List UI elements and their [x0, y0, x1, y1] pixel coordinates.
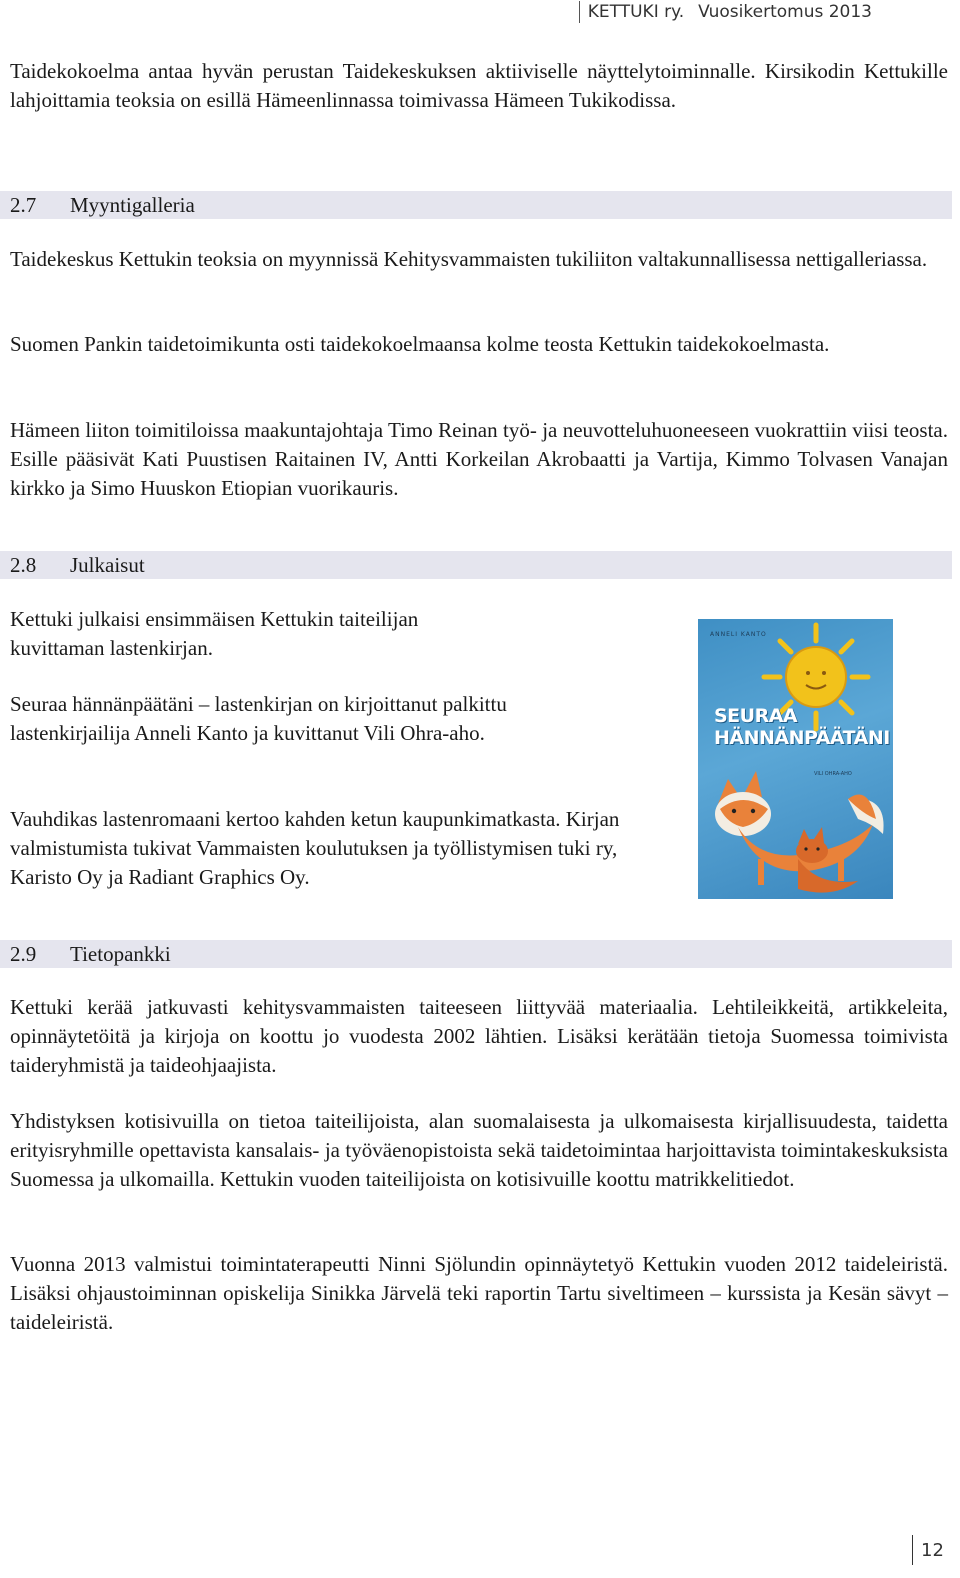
header-divider: [579, 1, 580, 23]
book-cover-illustration: [698, 619, 893, 899]
paragraph: Kettuki kerää jatkuvasti kehitysvammaisten taiteeseen liittyvää materiaalia. Lehtileikkeitä, artikkeleita, opinnäytetöitä ja kirjoja on koottu jo vuodesta 2002 lähtien. Lisäksi kerätään tietoja Suomessa toimivista taideryhmistä ja taideohjaajista.: [10, 995, 948, 1077]
page-number-divider: [912, 1535, 913, 1565]
intro-paragraph: Taidekokoelma antaa hyvän perustan Taidekeskuksen aktiiviselle näyttelytoiminnalle. Kirsikodin Kettukille lahjoittamia teoksia on esillä Hämeenlinnassa toimivassa Hämeen Tukikodissa.: [10, 59, 948, 112]
paragraph: Hämeen liiton toimitiloissa maakuntajohtaja Timo Reinan työ- ja neuvotteluhuoneeseen vuokrattiin viisi teosta. Esille pääsivät Kati Puustisen Raitainen IV, Antti Korkeilan Akrobaatti ja Vartija, Kimmo Tolvasen Vanajan kirkko ja Simo Huuskon Etiopian vuorikauris.: [10, 418, 948, 500]
paragraph: Kettuki julkaisi ensimmäisen Kettukin taiteilijan kuvittaman lastenkirjan.: [10, 607, 419, 660]
paragraph: Taidekeskus Kettukin teoksia on myynnissä Kehitysvammaisten tukiliiton valtakunnallisessa nettigalleriassa.: [10, 247, 928, 271]
section-heading-2-9: [0, 940, 952, 968]
section-title: Myyntigalleria: [70, 193, 195, 217]
page-number: [912, 1535, 944, 1565]
cover-title-line: HÄNNÄNPÄÄTÄNI: [714, 727, 890, 749]
section-title: Julkaisut: [70, 553, 145, 577]
header-org: KETTUKI ry.: [587, 2, 685, 22]
section-heading-2-7: [0, 191, 952, 219]
cover-title: [714, 705, 890, 749]
cover-title-line: SEURAA: [714, 705, 798, 727]
book-cover-image: [698, 619, 893, 899]
cover-illustrator: VILI OHRA-AHO: [814, 771, 852, 777]
paragraph: Seuraa hännänpäätäni – lastenkirjan on kirjoittanut palkittu lastenkirjailija Anneli Kanto ja kuvittanut Vili Ohra-aho.: [10, 692, 507, 745]
running-header: [579, 0, 872, 24]
paragraph: Vuonna 2013 valmistui toimintaterapeutti Ninni Sjölundin opinnäytetyö Kettukin vuoden 2012 taideleiristä. Lisäksi ohjaustoiminnan opiskelija Sinikka Järvelä teki raportin Tartu siveltimeen – kurssista ja Kesän sävyt – taideleiristä.: [10, 1252, 948, 1334]
paragraph: Vauhdikas lastenromaani kertoo kahden ketun kaupunkimatkasta. Kirjan valmistumista tukivat Vammaisten koulutuksen ja työllistymisen tuki ry, Karisto Oy ja Radiant Graphics Oy.: [10, 807, 620, 889]
cover-author: ANNELI KANTO: [710, 631, 767, 638]
page-number-value: 12: [921, 1539, 944, 1561]
section-number: 2.9: [10, 942, 37, 966]
paragraph: Yhdistyksen kotisivuilla on tietoa taiteilijoista, alan suomalaisesta ja ulkomaisesta kirjallisuudesta, taidetta erityisryhmille opettavista kansalais- ja työväenopistoista sekä taidetoimintaa harjoittavista toimintakeskuksista Suomessa ja ulkomailla. Kettukin vuoden taiteilijoista on kotisivuille koottu matrikkelitiedot.: [10, 1109, 948, 1191]
section-number: 2.7: [10, 193, 37, 217]
section-heading-2-8: [0, 551, 952, 579]
paragraph: Suomen Pankin taidetoimikunta osti taidekokoelmaansa kolme teosta Kettukin taidekokoelmasta.: [10, 332, 830, 356]
header-report: Vuosikertomus 2013: [698, 2, 872, 22]
section-number: 2.8: [10, 553, 37, 577]
section-title: Tietopankki: [70, 942, 171, 966]
